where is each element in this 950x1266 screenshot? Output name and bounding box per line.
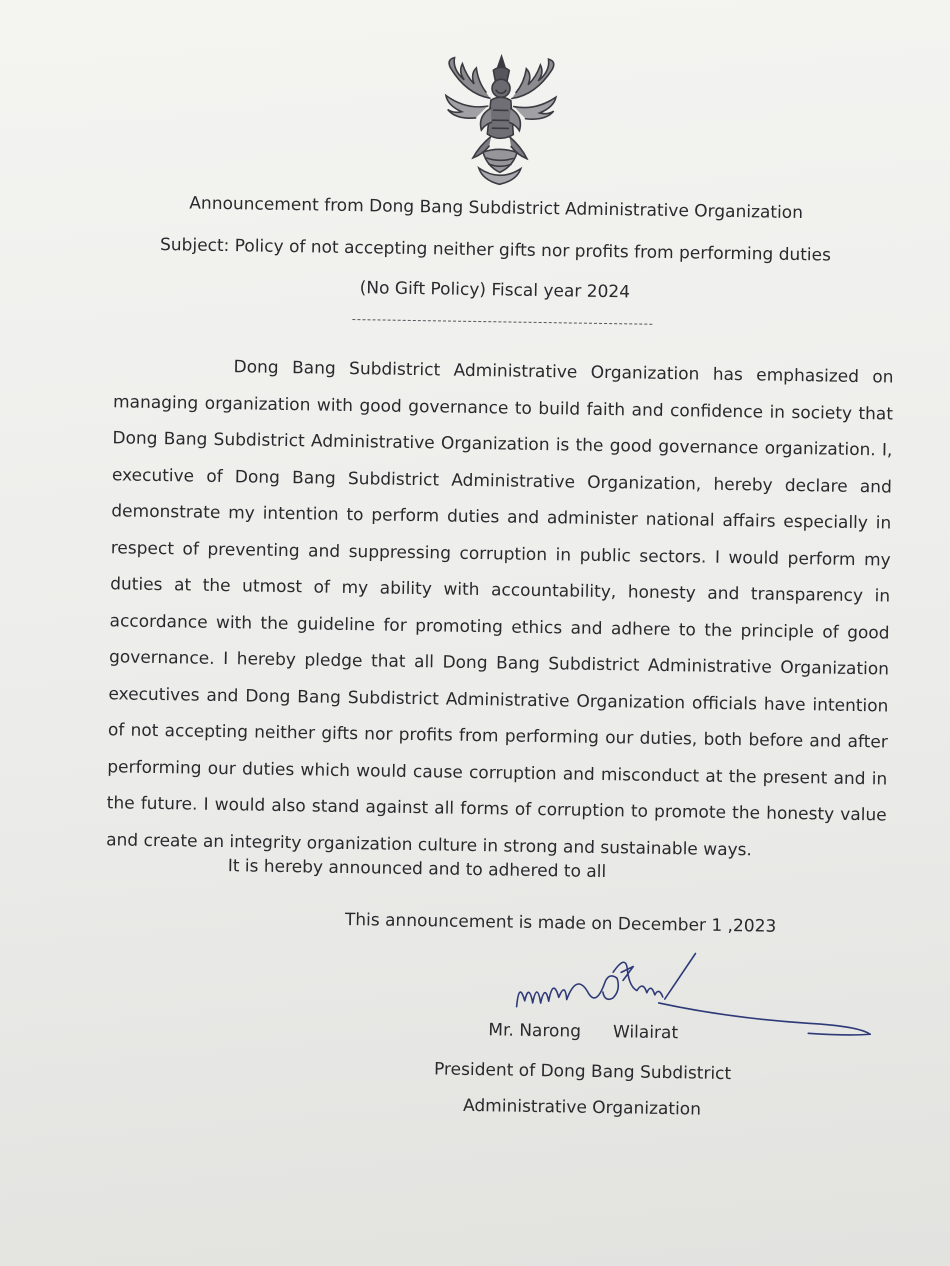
body-paragraph: Dong Bang Subdistrict Administrative Organization has emphasized on managing organization with good governance to build faith and confidence in society that Dong Bang Subdistrict Administrative Organization is the good governance organization. I, executive of Dong Bang Subdistrict Administrative Organization, hereby declare and demonstrate my intention to perform duties and administer national affairs especially in respect of preventing and suppressing corruption in public sectors. I would perform my duties at the utmost of my ability with accountability, honesty and transparency in accordance with the guideline for promoting ethics and adhere to the principle of good governance. I hereby pledge that all Dong Bang Subdistrict Administrative Organization executives and Dong Bang Subdistrict Administrative Organization officials have intention of not accepting neither gifts nor profits from performing our duties, both before and after performing our duties which would cause corruption and misconduct at the present and in the future. I would also stand against all forms of corruption to promote the honesty value and create an integrity organization culture in strong and sustainable ways. (106, 357, 894, 860)
signatory-name (413, 1019, 753, 1044)
signatory-last-name: Wilairat (612, 1022, 679, 1044)
announcement-date: This announcement is made on December 1 ,2023 (344, 909, 777, 937)
announcement-policy-line: (No Gift Policy) Fiscal year 2024 (359, 278, 631, 303)
announcement-title: Announcement from Dong Bang Subdistrict Administrative Organization (189, 193, 804, 224)
signatory-title-line2: Administrative Organization (462, 1095, 702, 1120)
signatory-first-name: Mr. Narong (488, 1020, 582, 1042)
title-divider (352, 319, 652, 325)
closing-announced: It is hereby announced and to adhered to all (227, 856, 607, 883)
garuda-emblem-icon (435, 49, 567, 187)
announcement-subject: Subject: Policy of not accepting neither gifts nor profits from performing duties (159, 235, 832, 266)
signatory-title-line1: President of Dong Bang Subdistrict (433, 1059, 732, 1085)
